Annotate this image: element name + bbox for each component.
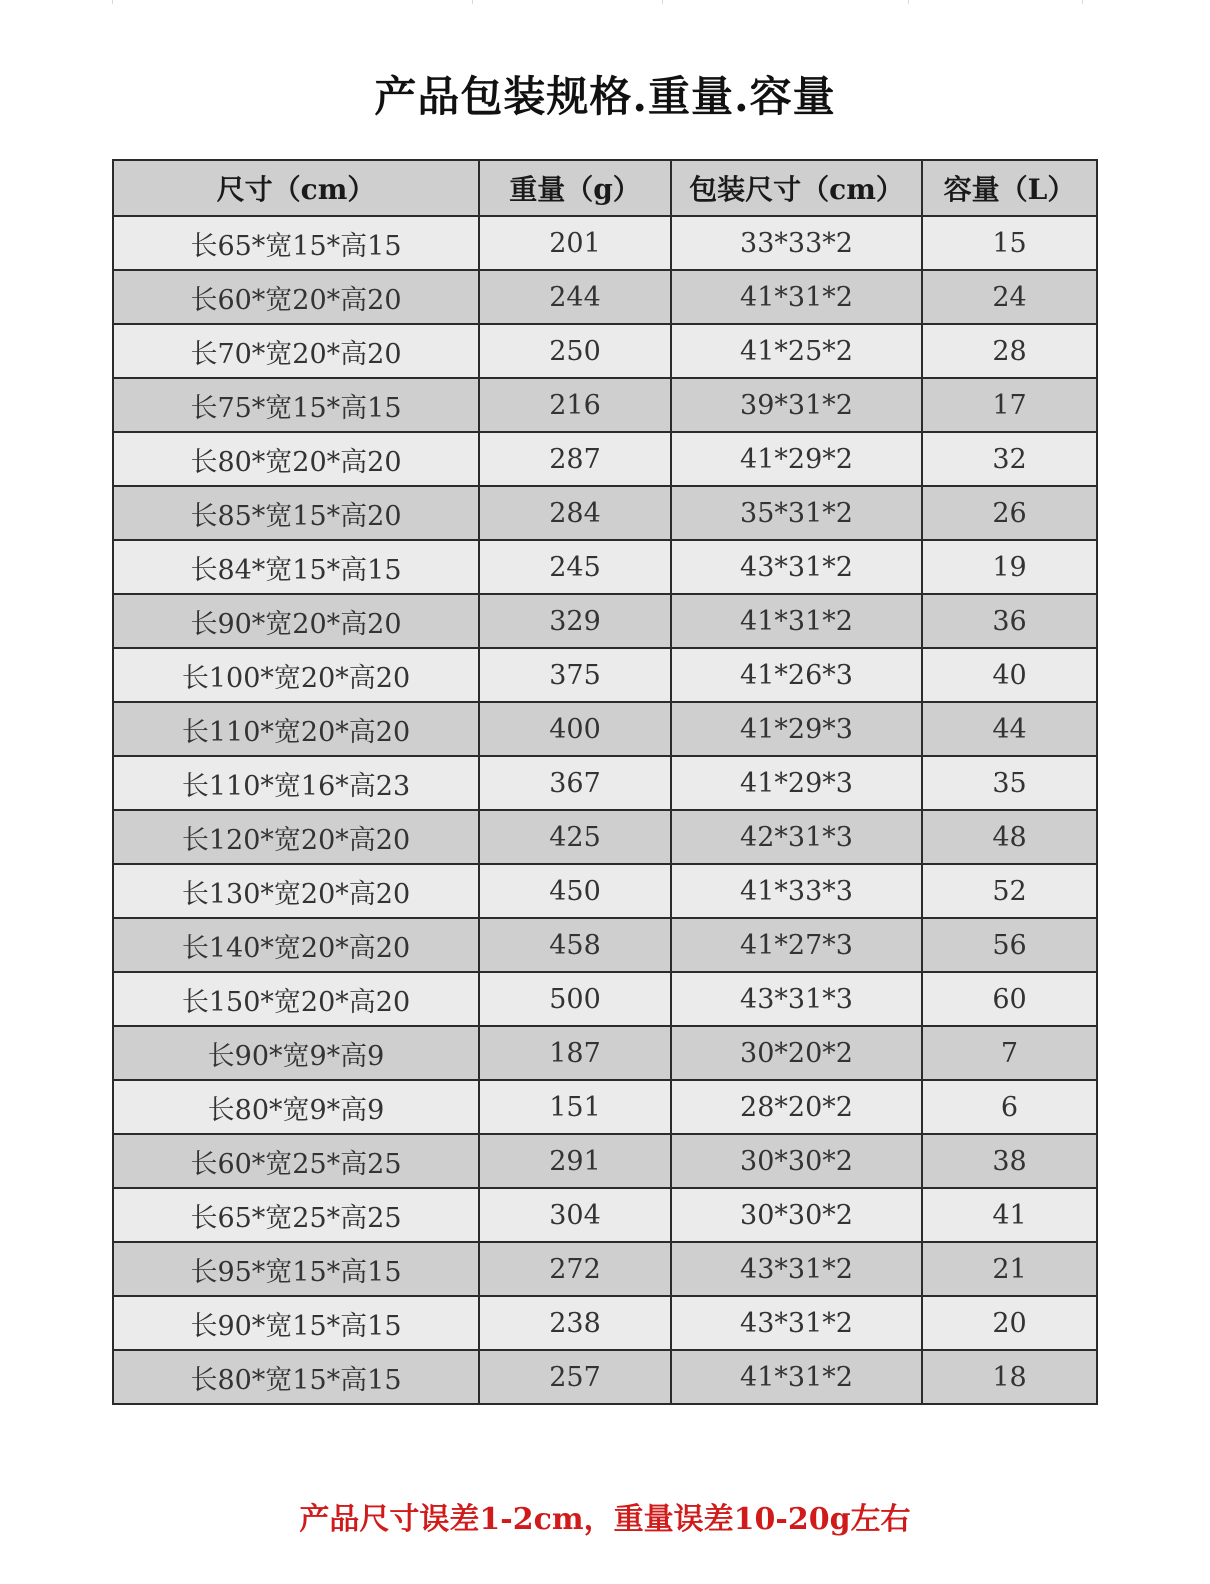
- cell-weight: 187: [479, 1026, 671, 1080]
- cell-weight: 400: [479, 702, 671, 756]
- cell-size: 长130*宽20*高20: [113, 864, 479, 918]
- header-size: 尺寸（cm）: [113, 160, 479, 216]
- table-row: [113, 1242, 1097, 1296]
- cell-weight: 250: [479, 324, 671, 378]
- table-header-row: [113, 160, 1097, 216]
- table-row: [113, 1080, 1097, 1134]
- cell-size: 长90*宽15*高15: [113, 1296, 479, 1350]
- table-row: [113, 756, 1097, 810]
- cell-weight: 500: [479, 972, 671, 1026]
- cell-package-size: 41*31*2: [671, 594, 922, 648]
- table-row: [113, 1188, 1097, 1242]
- tolerance-note: 产品尺寸误差1-2cm，重量误差10-20g左右: [299, 1502, 911, 1537]
- spec-table: [112, 159, 1098, 1405]
- cell-capacity: 18: [922, 1350, 1097, 1404]
- cell-capacity: 20: [922, 1296, 1097, 1350]
- header-package-size: 包装尺寸（cm）: [671, 160, 922, 216]
- cell-weight: 245: [479, 540, 671, 594]
- cell-weight: 375: [479, 648, 671, 702]
- cell-package-size: 41*27*3: [671, 918, 922, 972]
- cell-size: 长120*宽20*高20: [113, 810, 479, 864]
- table-row: [113, 1350, 1097, 1404]
- table-row: [113, 810, 1097, 864]
- table-row: [113, 432, 1097, 486]
- cell-size: 长90*宽20*高20: [113, 594, 479, 648]
- cell-package-size: 35*31*2: [671, 486, 922, 540]
- cell-size: 长70*宽20*高20: [113, 324, 479, 378]
- table-row: [113, 864, 1097, 918]
- cell-size: 长80*宽9*高9: [113, 1080, 479, 1134]
- cell-capacity: 28: [922, 324, 1097, 378]
- cell-size: 长100*宽20*高20: [113, 648, 479, 702]
- cell-package-size: 30*30*2: [671, 1134, 922, 1188]
- table-row: [113, 378, 1097, 432]
- table-body: [113, 216, 1097, 1404]
- cell-package-size: 41*31*2: [671, 270, 922, 324]
- cell-capacity: 38: [922, 1134, 1097, 1188]
- cell-package-size: 39*31*2: [671, 378, 922, 432]
- cell-size: 长150*宽20*高20: [113, 972, 479, 1026]
- cell-capacity: 44: [922, 702, 1097, 756]
- table-row: [113, 216, 1097, 270]
- cell-size: 长90*宽9*高9: [113, 1026, 479, 1080]
- cell-weight: 291: [479, 1134, 671, 1188]
- top-edge-marks: [0, 0, 1210, 4]
- cell-size: 长60*宽25*高25: [113, 1134, 479, 1188]
- cell-weight: 257: [479, 1350, 671, 1404]
- cell-package-size: 43*31*2: [671, 540, 922, 594]
- cell-weight: 450: [479, 864, 671, 918]
- cell-weight: 216: [479, 378, 671, 432]
- cell-capacity: 7: [922, 1026, 1097, 1080]
- cell-capacity: 32: [922, 432, 1097, 486]
- cell-package-size: 43*31*3: [671, 972, 922, 1026]
- cell-capacity: 60: [922, 972, 1097, 1026]
- cell-size: 长110*宽20*高20: [113, 702, 479, 756]
- cell-weight: 284: [479, 486, 671, 540]
- cell-capacity: 35: [922, 756, 1097, 810]
- table-row: [113, 972, 1097, 1026]
- cell-weight: 272: [479, 1242, 671, 1296]
- cell-size: 长80*宽20*高20: [113, 432, 479, 486]
- cell-package-size: 41*26*3: [671, 648, 922, 702]
- table-row: [113, 1296, 1097, 1350]
- table-row: [113, 1134, 1097, 1188]
- cell-size: 长80*宽15*高15: [113, 1350, 479, 1404]
- cell-weight: 367: [479, 756, 671, 810]
- cell-size: 长65*宽25*高25: [113, 1188, 479, 1242]
- cell-package-size: 30*30*2: [671, 1188, 922, 1242]
- cell-weight: 238: [479, 1296, 671, 1350]
- cell-size: 长60*宽20*高20: [113, 270, 479, 324]
- cell-size: 长85*宽15*高20: [113, 486, 479, 540]
- cell-weight: 304: [479, 1188, 671, 1242]
- cell-size: 长84*宽15*高15: [113, 540, 479, 594]
- cell-size: 长140*宽20*高20: [113, 918, 479, 972]
- table-row: [113, 540, 1097, 594]
- cell-capacity: 17: [922, 378, 1097, 432]
- cell-size: 长95*宽15*高15: [113, 1242, 479, 1296]
- table-row: [113, 918, 1097, 972]
- table-row: [113, 324, 1097, 378]
- cell-weight: 287: [479, 432, 671, 486]
- cell-weight: 201: [479, 216, 671, 270]
- cell-package-size: 43*31*2: [671, 1296, 922, 1350]
- table-row: [113, 702, 1097, 756]
- header-capacity: 容量（L）: [922, 160, 1097, 216]
- cell-capacity: 48: [922, 810, 1097, 864]
- cell-capacity: 24: [922, 270, 1097, 324]
- cell-capacity: 26: [922, 486, 1097, 540]
- cell-package-size: 41*29*2: [671, 432, 922, 486]
- cell-package-size: 41*29*3: [671, 756, 922, 810]
- cell-package-size: 33*33*2: [671, 216, 922, 270]
- header-weight: 重量（g）: [479, 160, 671, 216]
- table-row: [113, 486, 1097, 540]
- cell-capacity: 56: [922, 918, 1097, 972]
- page-title: 产品包装规格.重量.容量: [374, 72, 836, 121]
- cell-weight: 329: [479, 594, 671, 648]
- cell-weight: 244: [479, 270, 671, 324]
- cell-package-size: 41*25*2: [671, 324, 922, 378]
- table-row: [113, 270, 1097, 324]
- cell-size: 长75*宽15*高15: [113, 378, 479, 432]
- table-row: [113, 648, 1097, 702]
- cell-weight: 458: [479, 918, 671, 972]
- cell-package-size: 30*20*2: [671, 1026, 922, 1080]
- cell-package-size: 41*29*3: [671, 702, 922, 756]
- cell-capacity: 6: [922, 1080, 1097, 1134]
- cell-capacity: 15: [922, 216, 1097, 270]
- cell-package-size: 42*31*3: [671, 810, 922, 864]
- table-row: [113, 1026, 1097, 1080]
- cell-package-size: 41*31*2: [671, 1350, 922, 1404]
- table-row: [113, 594, 1097, 648]
- cell-package-size: 41*33*3: [671, 864, 922, 918]
- cell-capacity: 36: [922, 594, 1097, 648]
- cell-capacity: 40: [922, 648, 1097, 702]
- cell-capacity: 19: [922, 540, 1097, 594]
- cell-capacity: 21: [922, 1242, 1097, 1296]
- cell-weight: 151: [479, 1080, 671, 1134]
- cell-package-size: 43*31*2: [671, 1242, 922, 1296]
- cell-size: 长110*宽16*高23: [113, 756, 479, 810]
- cell-capacity: 41: [922, 1188, 1097, 1242]
- cell-weight: 425: [479, 810, 671, 864]
- cell-size: 长65*宽15*高15: [113, 216, 479, 270]
- cell-package-size: 28*20*2: [671, 1080, 922, 1134]
- cell-capacity: 52: [922, 864, 1097, 918]
